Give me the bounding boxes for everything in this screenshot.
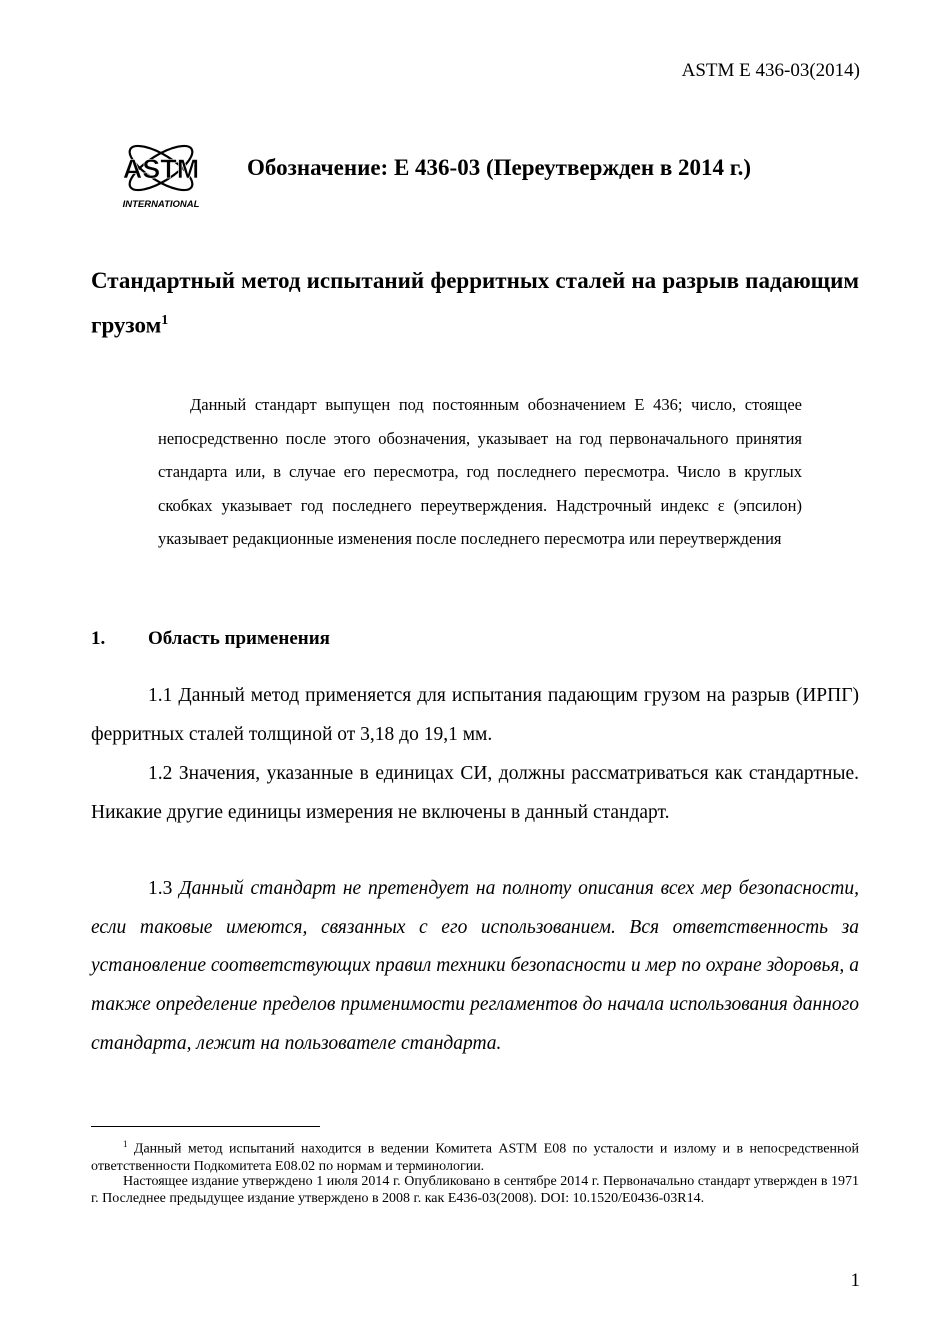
- footnote-1: [91, 1136, 859, 1175]
- section-1-heading: [91, 628, 330, 650]
- paragraph-1-3: [91, 870, 859, 1064]
- title-footnote-mark: 1: [161, 313, 169, 328]
- footnote-divider: [91, 1126, 320, 1127]
- section-title: Область применения: [148, 628, 330, 649]
- document-title: [91, 261, 859, 346]
- logo-subtitle: INTERNATIONAL: [122, 199, 200, 210]
- document-reference: ASTM E 436-03(2014): [681, 60, 860, 81]
- logo-mark: ASTM: [122, 154, 200, 184]
- title-text: Стандартный метод испытаний ферритных сталей на разрыв падающим грузом: [91, 268, 859, 338]
- footnote-text: Данный метод испытаний находится в ведении Комитета ASTM E08 по усталости и излому и в непосредственной ответственности Подкомитета E08.02 по нормам и терминологии.: [91, 1141, 859, 1174]
- astm-logo: [118, 132, 204, 210]
- footnote-edition: Настоящее издание утверждено 1 июля 2014 г. Опубликовано в сентябре 2014 г. Первоначально стандарт утвержден в 1971 г. Последнее предыдущее издание утверждено в 2008 г. как E436-03(2008). DOI: 10.1520/E0436-03R14.: [91, 1174, 859, 1206]
- paragraph-number: 1.3: [148, 878, 173, 899]
- designation-heading: Обозначение: E 436-03 (Переутвержден в 2014 г.): [247, 155, 752, 180]
- paragraph-text: Данный стандарт не претендует на полноту описания всех мер безопасности, если таковые имеются, связанных с его использованием. Вся ответственность за установление соответствующих правил техники безопасности и мер по охране здоровья, а также определение пределов применимости регламентов до начала использования данного стандарта, лежит на пользователе стандарта.: [91, 878, 859, 1054]
- paragraph-text: Значения, указанные в единицах СИ, должны рассматриваться как стандартные. Никакие другие единицы измерения не включены в данный стандарт.: [91, 763, 860, 823]
- standard-notice: Данный стандарт выпущен под постоянным обозначением E 436; число, стоящее непосредственно после этого обозначения, указывает на год первоначального принятия стандарта или, в случае его пересмотра, год последнего пересмотра. Число в круглых скобках указывает год последнего переутверждения. Надстрочный индекс ε (эпсилон) указывает редакционные изменения после последнего пересмотра или переутверждения: [158, 395, 802, 548]
- paragraph-text: Данный метод применяется для испытания падающим грузом на разрыв (ИРПГ) ферритных сталей толщиной от 3,18 до 19,1 мм.: [91, 685, 860, 745]
- paragraph-number: 1.1: [148, 685, 173, 706]
- paragraph-1-2: [91, 755, 859, 832]
- page-number: 1: [850, 1270, 860, 1291]
- paragraph-number: 1.2: [148, 763, 173, 784]
- section-number: 1.: [91, 628, 106, 649]
- paragraph-1-1: [91, 677, 859, 754]
- footnote-mark: 1: [123, 1139, 128, 1149]
